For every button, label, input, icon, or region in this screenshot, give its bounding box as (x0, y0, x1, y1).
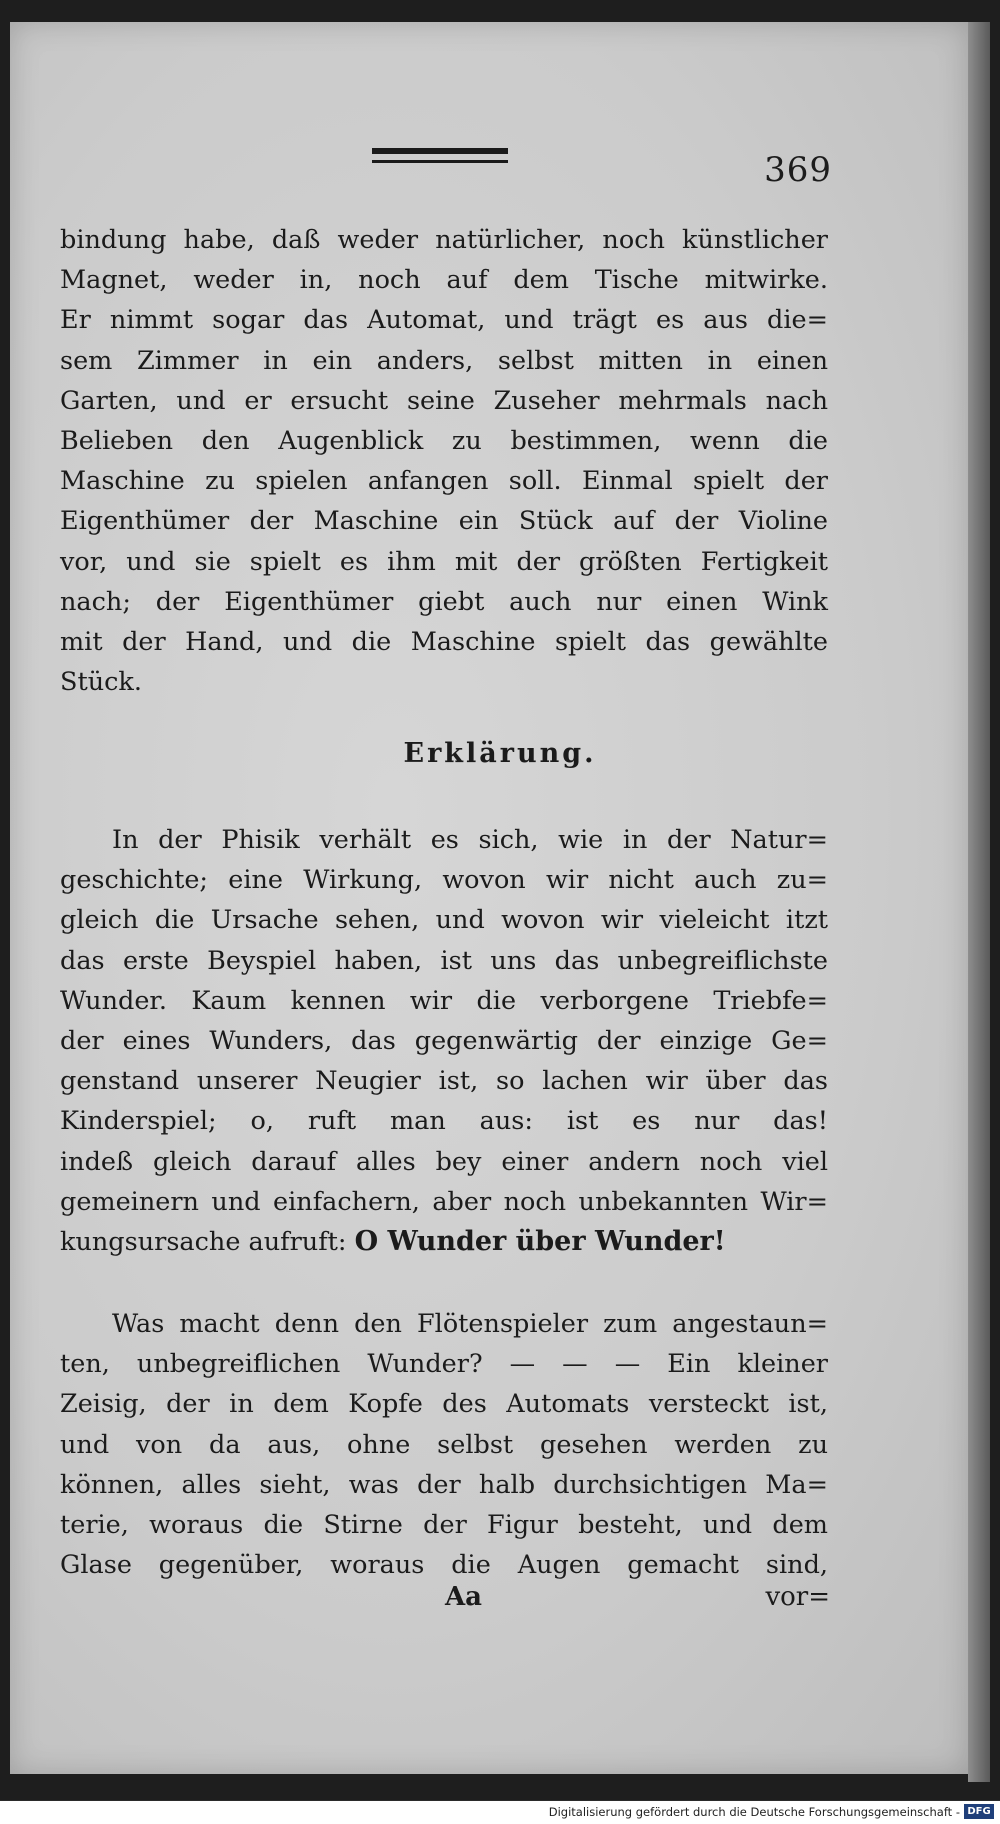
text-line: mit der Hand, und die Maschine spielt das gewählte (60, 627, 828, 658)
text-line: Er nimmt sogar das Automat, und trägt es aus die= (60, 305, 828, 336)
page-edge (968, 22, 990, 1782)
signature-mark: Aa (445, 1582, 483, 1612)
text-line: sem Zimmer in ein anders, selbst mitten in einen (60, 345, 828, 376)
funding-note: Digitalisierung gefördert durch die Deutsche Forschungsgemeinschaft - (548, 1805, 960, 1819)
section-heading: Erklärung. (403, 738, 597, 769)
text-line: Glase gegenüber, woraus die Augen gemacht sind, (60, 1550, 828, 1581)
text-line: geschichte; eine Wirkung, wovon wir nicht auch zu= (60, 865, 828, 896)
dfg-logo: DFG (964, 1804, 994, 1819)
text-line: gleich die Ursache sehen, und wovon wir vieleicht itzt (60, 905, 828, 936)
text-line: Eigenthümer der Maschine ein Stück auf der Violine (60, 506, 828, 537)
text-line: Zeisig, der in dem Kopfe des Automats versteckt ist, (60, 1389, 828, 1420)
text-line: Stück. (60, 667, 142, 698)
emphasis-text: O Wunder über Wunder! (354, 1226, 726, 1258)
text-line: und von da aus, ohne selbst gesehen werden zu (60, 1429, 828, 1460)
text-line: genstand unserer Neugier ist, so lachen wir über das (60, 1066, 828, 1097)
text-line: der eines Wunders, das gegenwärtig der einzige Ge= (60, 1026, 828, 1057)
text-line: indeß gleich darauf alles bey einer andern noch viel (60, 1146, 828, 1177)
header-rule-thick (372, 148, 508, 154)
text-line: terie, woraus die Stirne der Figur besteht, und dem (60, 1510, 828, 1541)
text-line: Garten, und er ersucht seine Zuseher mehrmals nach (60, 385, 828, 416)
catchword: vor= (765, 1582, 830, 1612)
text-line: können, alles sieht, was der halb durchsichtigen Ma= (60, 1469, 828, 1500)
paragraph-2 (60, 820, 828, 1262)
text-line: Magnet, weder in, noch auf dem Tische mitwirke. (60, 265, 828, 296)
text-line: Maschine zu spielen anfangen soll. Einmal spielt der (60, 466, 828, 497)
text-line: vor, und sie spielt es ihm mit der größten Fertigkeit (60, 546, 828, 577)
text-line: Kinderspiel; o, ruft man aus: ist es nur das! (60, 1106, 828, 1137)
text-line: Was macht denn den Flötenspieler zum angestaun= (112, 1309, 828, 1339)
text-line: gemeinern und einfachern, aber noch unbekannten Wir= (60, 1186, 828, 1217)
text-line-start: kungsursache aufruft: (60, 1227, 347, 1258)
text-line: In der Phisik verhält es sich, wie in der Natur= (112, 825, 828, 855)
text-line: Belieben den Augenblick zu bestimmen, wenn die (60, 426, 828, 457)
text-line (60, 1222, 828, 1262)
text-line: Wunder. Kaum kennen wir die verborgene Triebfe= (60, 985, 828, 1016)
text-line: nach; der Eigenthümer giebt auch nur einen Wink (60, 586, 828, 617)
text-line: das erste Beyspiel haben, ist uns das unbegreiflichste (60, 945, 828, 976)
paragraph-1 (60, 220, 828, 702)
footer-bar (0, 1801, 1000, 1824)
header-rule-thin (372, 160, 508, 163)
paragraph-3 (60, 1304, 828, 1585)
text-line: bindung habe, daß weder natürlicher, noch künstlicher (60, 225, 828, 255)
text-line: ten, unbegreiflichen Wunder? — — — Ein kleiner (60, 1349, 828, 1380)
page-number: 369 (764, 150, 832, 190)
